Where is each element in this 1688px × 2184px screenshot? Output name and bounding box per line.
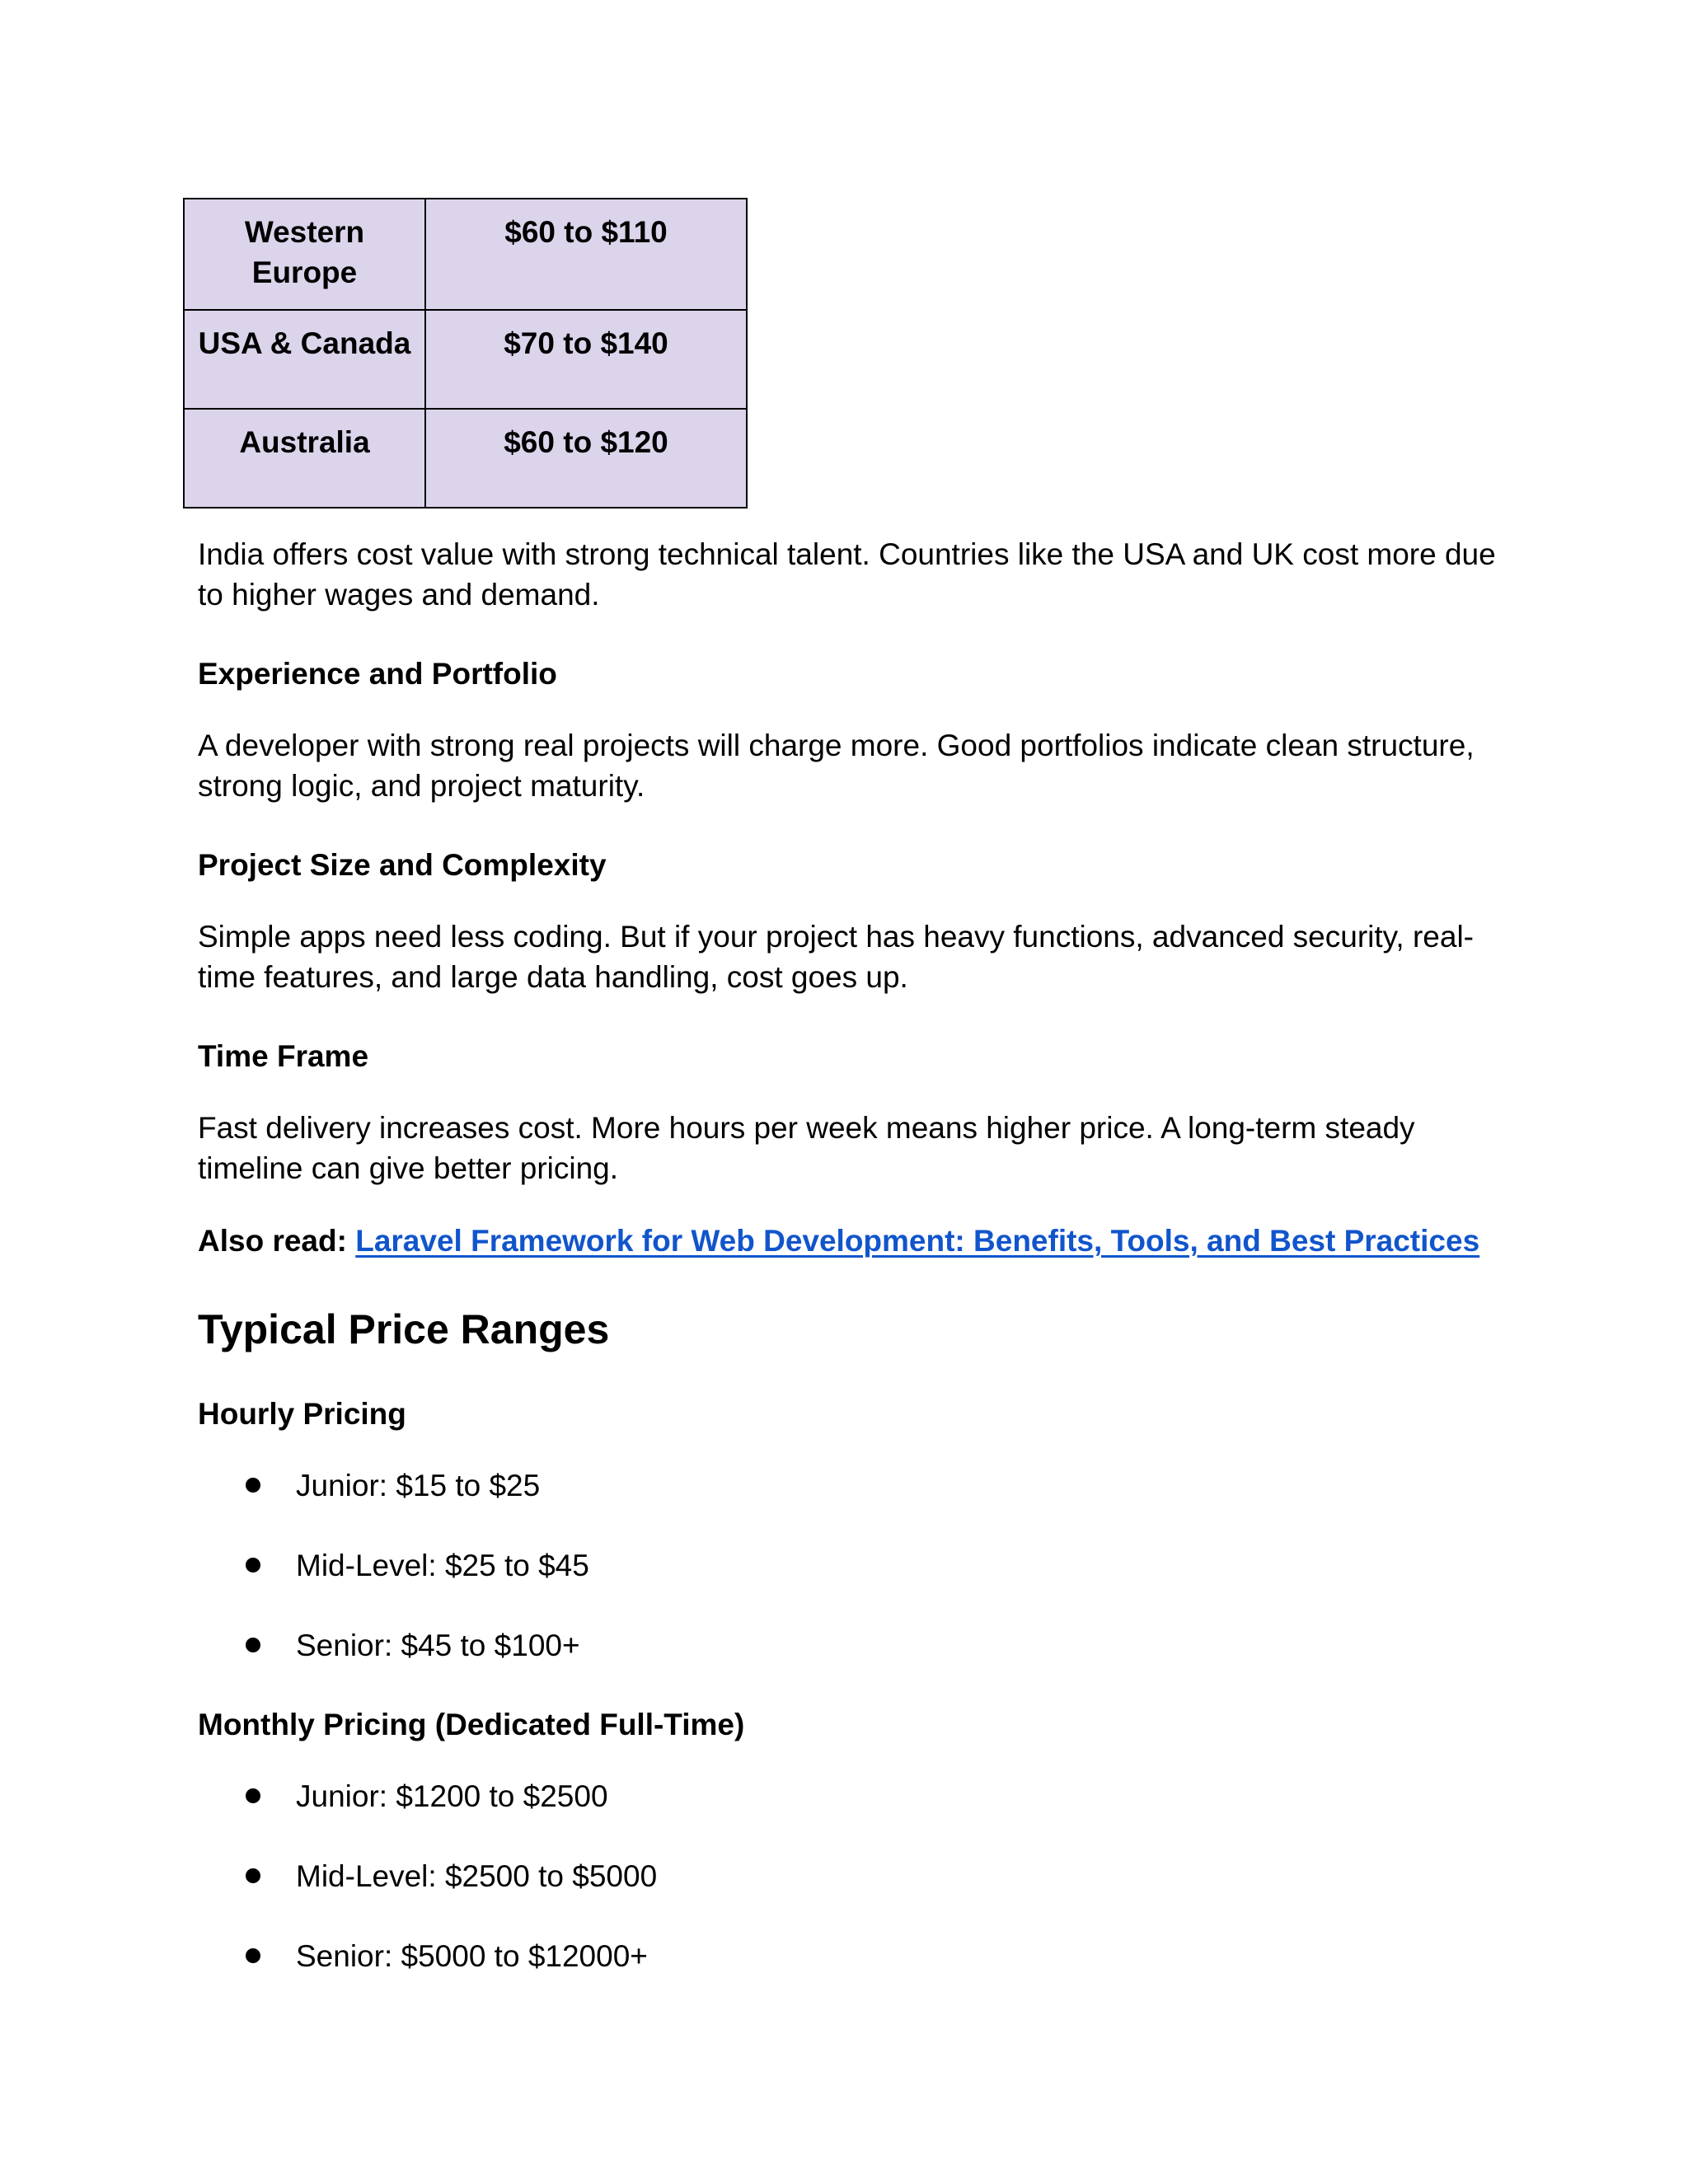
list-item xyxy=(198,1856,657,1936)
list-item-text: Junior: $1200 to $2500 xyxy=(296,1779,608,1813)
timeframe-paragraph: Fast delivery increases cost. More hours per week means higher price. A long-term steady timeline can give better pricing. xyxy=(198,1111,1415,1185)
rate-cell: $60 to $110 xyxy=(425,199,747,310)
list-item xyxy=(198,1936,657,2016)
section-title: Typical Price Ranges xyxy=(198,1306,610,1352)
rate-cell: $70 to $140 xyxy=(425,310,747,409)
region-cell: USA & Canada xyxy=(184,310,425,409)
monthly-heading: Monthly Pricing (Dedicated Full-Time) xyxy=(198,1708,745,1741)
bullet-icon xyxy=(246,1948,260,1963)
also-read-link[interactable]: Laravel Framework for Web Development: Benefits, Tools, and Best Practices xyxy=(355,1224,1480,1258)
intro-paragraph: India offers cost value with strong technical talent. Countries like the USA and UK cost more due to higher wages and demand. xyxy=(198,537,1496,612)
bullet-icon xyxy=(246,1478,260,1493)
list-item-text: Mid-Level: $25 to $45 xyxy=(296,1549,589,1582)
list-item xyxy=(198,1465,589,1545)
list-item-text: Mid-Level: $2500 to $5000 xyxy=(296,1859,658,1893)
project-heading: Project Size and Complexity xyxy=(198,848,607,882)
table-row xyxy=(184,199,747,310)
regional-rate-table xyxy=(183,198,748,509)
region-cell: Australia xyxy=(184,409,425,508)
bullet-icon xyxy=(246,1638,260,1652)
hourly-list xyxy=(198,1465,589,1705)
timeframe-heading: Time Frame xyxy=(198,1039,369,1073)
list-item xyxy=(198,1776,657,1856)
rate-cell: $60 to $120 xyxy=(425,409,747,508)
experience-heading: Experience and Portfolio xyxy=(198,657,557,691)
also-read-label: Also read: xyxy=(198,1224,347,1258)
project-paragraph: Simple apps need less coding. But if your project has heavy functions, advanced security, real-time features, and large data handling, cost goes up. xyxy=(198,920,1474,994)
list-item-text: Senior: $45 to $100+ xyxy=(296,1629,580,1662)
table-row xyxy=(184,409,747,508)
bullet-icon xyxy=(246,1868,260,1883)
table-row xyxy=(184,310,747,409)
bullet-icon xyxy=(246,1558,260,1572)
list-item xyxy=(198,1625,589,1705)
hourly-heading: Hourly Pricing xyxy=(198,1397,406,1431)
list-item-text: Senior: $5000 to $12000+ xyxy=(296,1939,648,1973)
list-item xyxy=(198,1545,589,1625)
monthly-list xyxy=(198,1776,657,2016)
bullet-icon xyxy=(246,1788,260,1803)
also-read-line xyxy=(198,1221,1550,1261)
region-cell: Western Europe xyxy=(184,199,425,310)
experience-paragraph: A developer with strong real projects will charge more. Good portfolios indicate clean structure, strong logic, and project maturity. xyxy=(198,729,1475,803)
list-item-text: Junior: $15 to $25 xyxy=(296,1469,541,1502)
